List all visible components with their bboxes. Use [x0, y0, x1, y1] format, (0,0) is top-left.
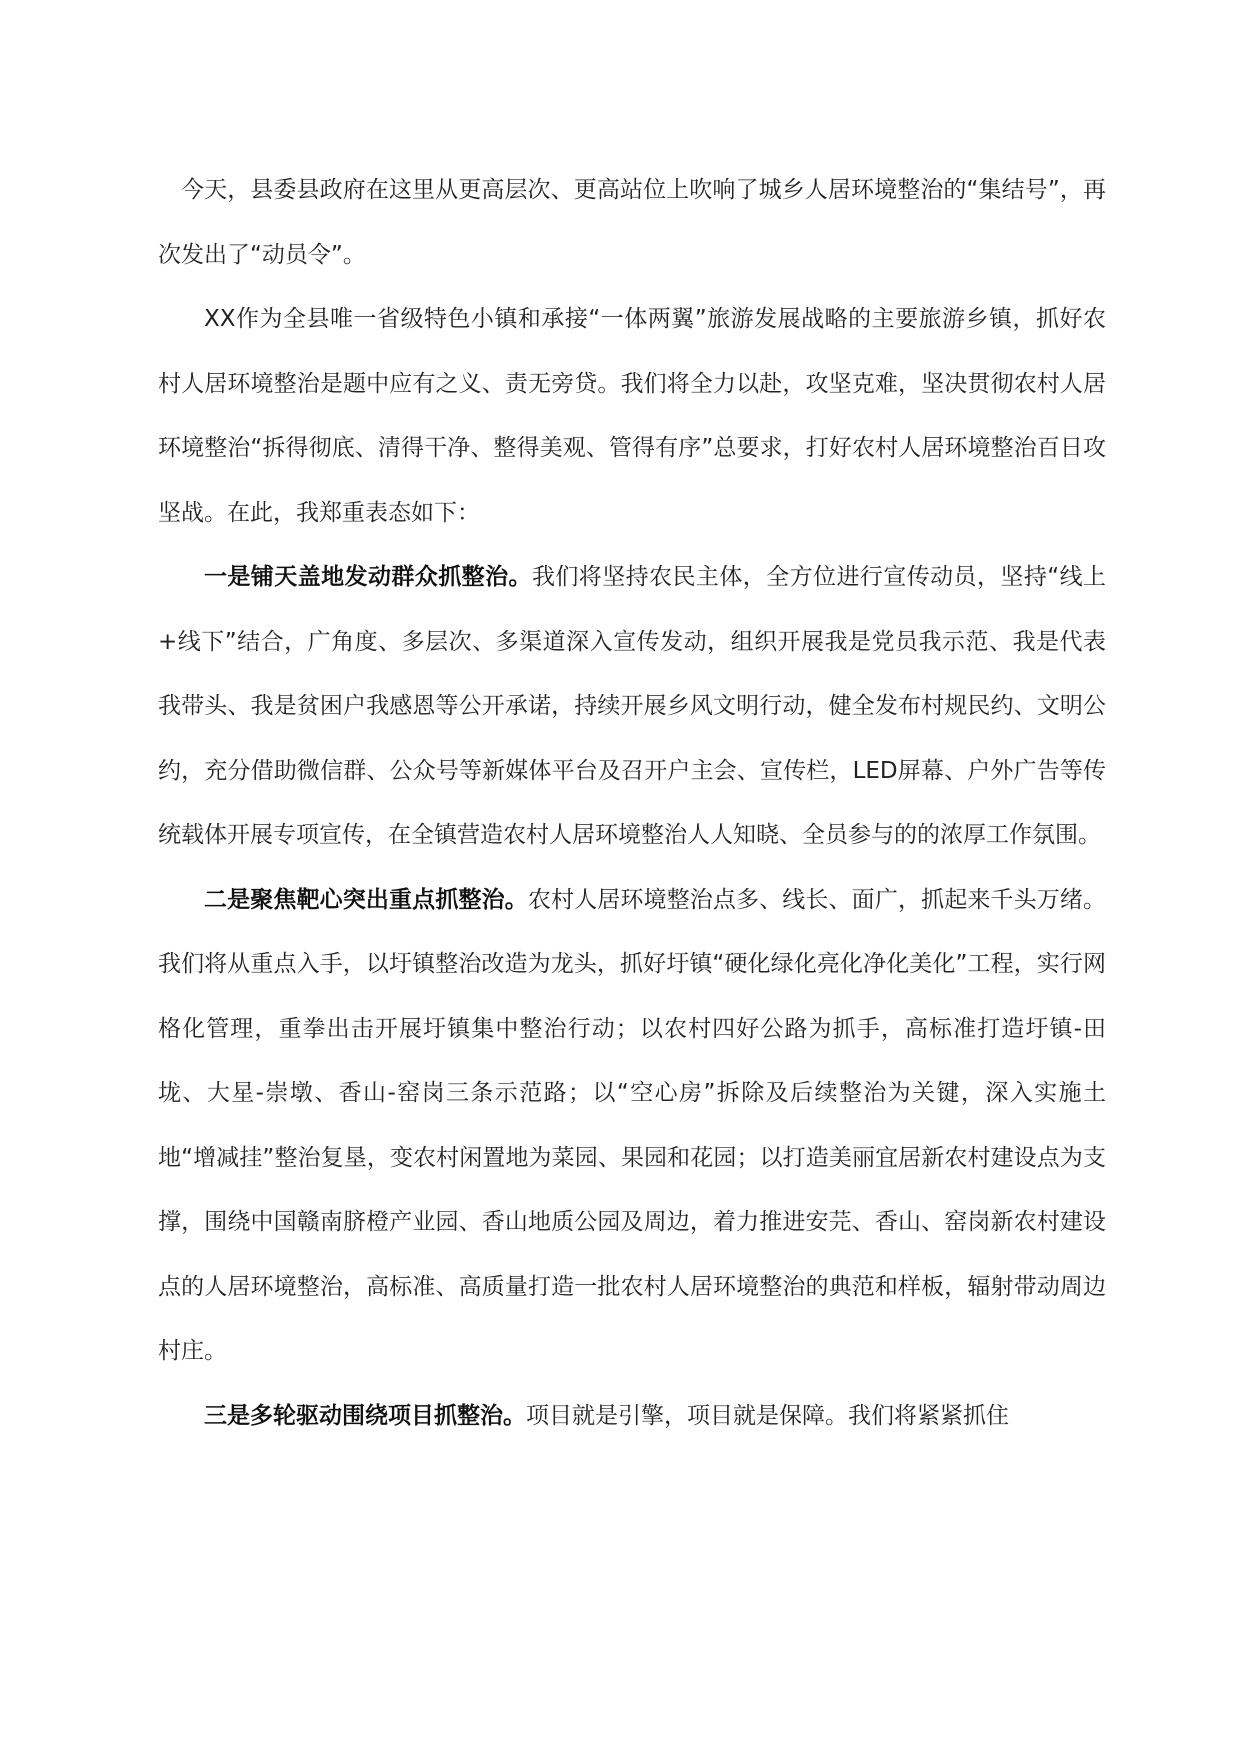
paragraph-lead: 一是铺天盖地发动群众抓整治。 [204, 564, 532, 590]
paragraph-lead: 三是多轮驱动围绕项目抓整治。 [204, 1402, 526, 1429]
paragraph-text: 农村人居环境整治点多、线长、面广，抓起来千头万绪。我们将从重点入手，以圩镇整治改造为龙头，抓好圩镇“硬化绿化亮化净化美化”工程，实行网格化管理，重拳出击开展圩镇集中整治行动；以农村四好公路为抓手，高标准打造圩镇-田垅、大星-崇墩、香山-窑岗三条示范路；以“空心房”拆除及后续整治为关键，深入实施土地“增减挂”整治复垦，变农村闲置地为菜园、果园和花园；以打造美丽宜居新农村建设点为支撑，围绕中国赣南脐橙产业园、香山地质公园及周边，着力推进安芫、香山、窑岗新农村建设点的人居环境整治，高标准、高质量打造一批农村人居环境整治的典范和样板，辐射带动周边村庄。 [158, 886, 1107, 1364]
paragraph-point-one [158, 545, 1106, 868]
paragraph-commitment [158, 287, 1106, 545]
paragraph-text: XX作为全县唯一省级特色小镇和承接“一体两翼”旅游发展战略的主要旅游乡镇，抓好农村人居环境整治是题中应有之义、责无旁贷。我们将全力以赴，攻坚克难，坚决贯彻农村人居环境整治“拆得彻底、清得干净、整得美观、管得有序”总要求，打好农村人居环境整治百日攻坚战。在此，我郑重表态如下： [158, 306, 1106, 526]
paragraph-lead: 二是聚焦靶心突出重点抓整治。 [204, 886, 528, 913]
paragraph-text: 今天，县委县政府在这里从更高层次、更高站位上吹响了城乡人居环境整治的“集结号”，再次发出了“动员令”。 [158, 177, 1106, 268]
paragraph-opening [158, 158, 1106, 287]
document-body [158, 158, 1106, 1448]
paragraph-text: 项目就是引擎，项目就是保障。我们将紧紧抓住 [526, 1402, 1009, 1429]
paragraph-text: 我们将坚持农民主体，全方位进行宣传动员，坚持“线上+线下”结合，广角度、多层次、多渠道深入宣传发动，组织开展我是党员我示范、我是代表我带头、我是贫困户我感恩等公开承诺，持续开展乡风文明行动，健全发布村规民约、文明公约，充分借助微信群、公众号等新媒体平台及召开户主会、宣传栏，LED屏幕、户外广告等传统载体开展专项宣传，在全镇营造农村人居环境整治人人知晓、全员参与的的浓厚工作氛围。 [158, 564, 1107, 848]
paragraph-point-three [158, 1384, 1106, 1449]
paragraph-point-two [158, 868, 1106, 1384]
